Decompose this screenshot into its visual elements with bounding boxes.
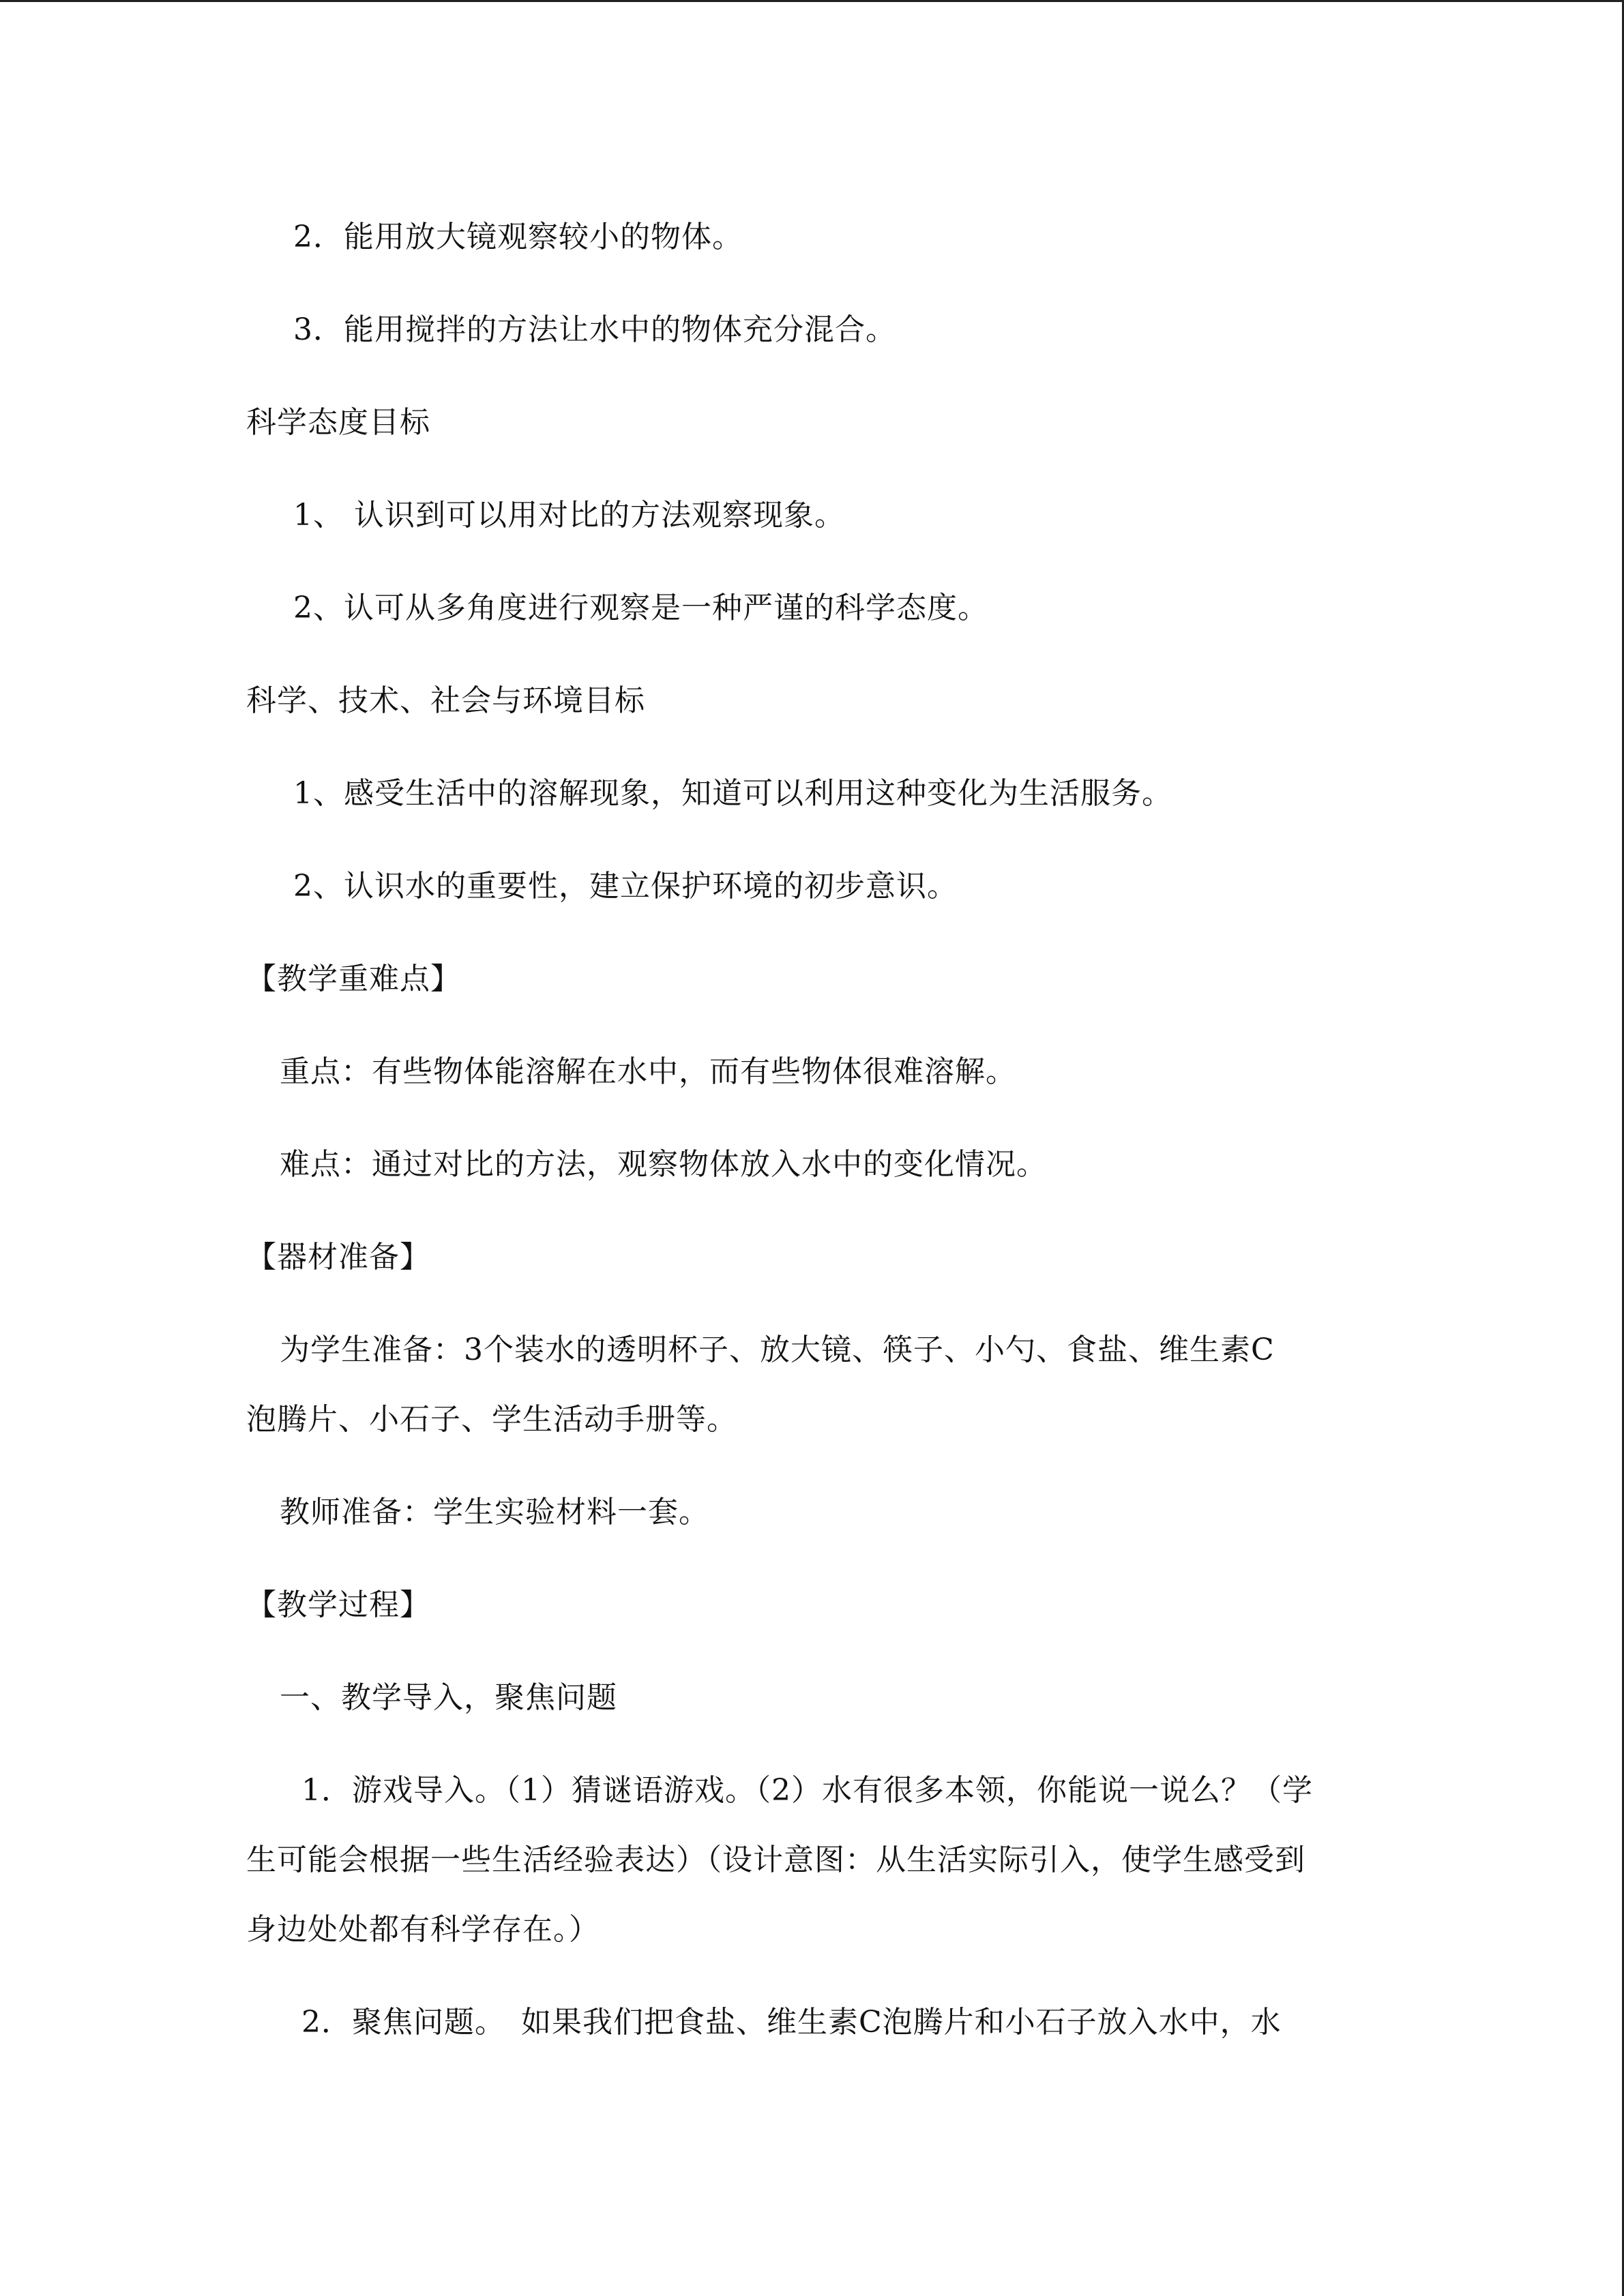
section-heading-science-attitude: 科学态度目标 (246, 405, 430, 440)
attitude-goal-item-1: 1、 认识到可以用对比的方法观察现象。 (293, 498, 845, 533)
skill-goal-item-2: 2．能用放大镜观察较小的物体。 (293, 220, 743, 254)
skill-goal-item-3: 3．能用搅拌的方法让水中的物体充分混合。 (293, 312, 896, 347)
section-heading-stse: 科学、技术、社会与环境目标 (246, 683, 645, 718)
stse-goal-item-1: 1、感受生活中的溶解现象，知道可以利用这种变化为生活服务。 (293, 776, 1172, 811)
teacher-materials-text: 教师准备：学生实验材料一套。 (280, 1495, 709, 1530)
section-heading-materials: 【器材准备】 (246, 1240, 430, 1274)
student-materials-line-2: 泡腾片、小石子、学生活动手册等。 (246, 1402, 737, 1437)
game-intro-line-1: 1．游戏导入。（1）猜谜语游戏。（2）水有很多本领，你能说一说么？（学 (301, 1773, 1313, 1808)
section-heading-process: 【教学过程】 (246, 1587, 430, 1622)
section-heading-key-points: 【教学重难点】 (246, 961, 461, 996)
game-intro-line-3: 身边处处都有科学存在。） (246, 1912, 600, 1947)
key-point-text: 重点：有些物体能溶解在水中，而有些物体很难溶解。 (280, 1054, 1016, 1089)
stse-goal-item-2: 2、认识水的重要性，建立保护环境的初步意识。 (293, 869, 958, 904)
student-materials-line-1: 为学生准备：3个装水的透明杯子、放大镜、筷子、小勺、食盐、维生素C (280, 1332, 1275, 1367)
game-intro-line-2: 生可能会根据一些生活经验表达）（设计意图：从生活实际引入，使学生感受到 (246, 1843, 1305, 1877)
focus-question-line-1: 2．聚焦问题。 如果我们把食盐、维生素C泡腾片和小石子放入水中，水 (301, 2005, 1282, 2040)
difficult-point-text: 难点：通过对比的方法，观察物体放入水中的变化情况。 (280, 1147, 1047, 1182)
page-top-border (0, 0, 1624, 2)
attitude-goal-item-2: 2、认可从多角度进行观察是一种严谨的科学态度。 (293, 591, 988, 625)
process-step-1-heading: 一、教学导入，聚焦问题 (280, 1680, 617, 1715)
